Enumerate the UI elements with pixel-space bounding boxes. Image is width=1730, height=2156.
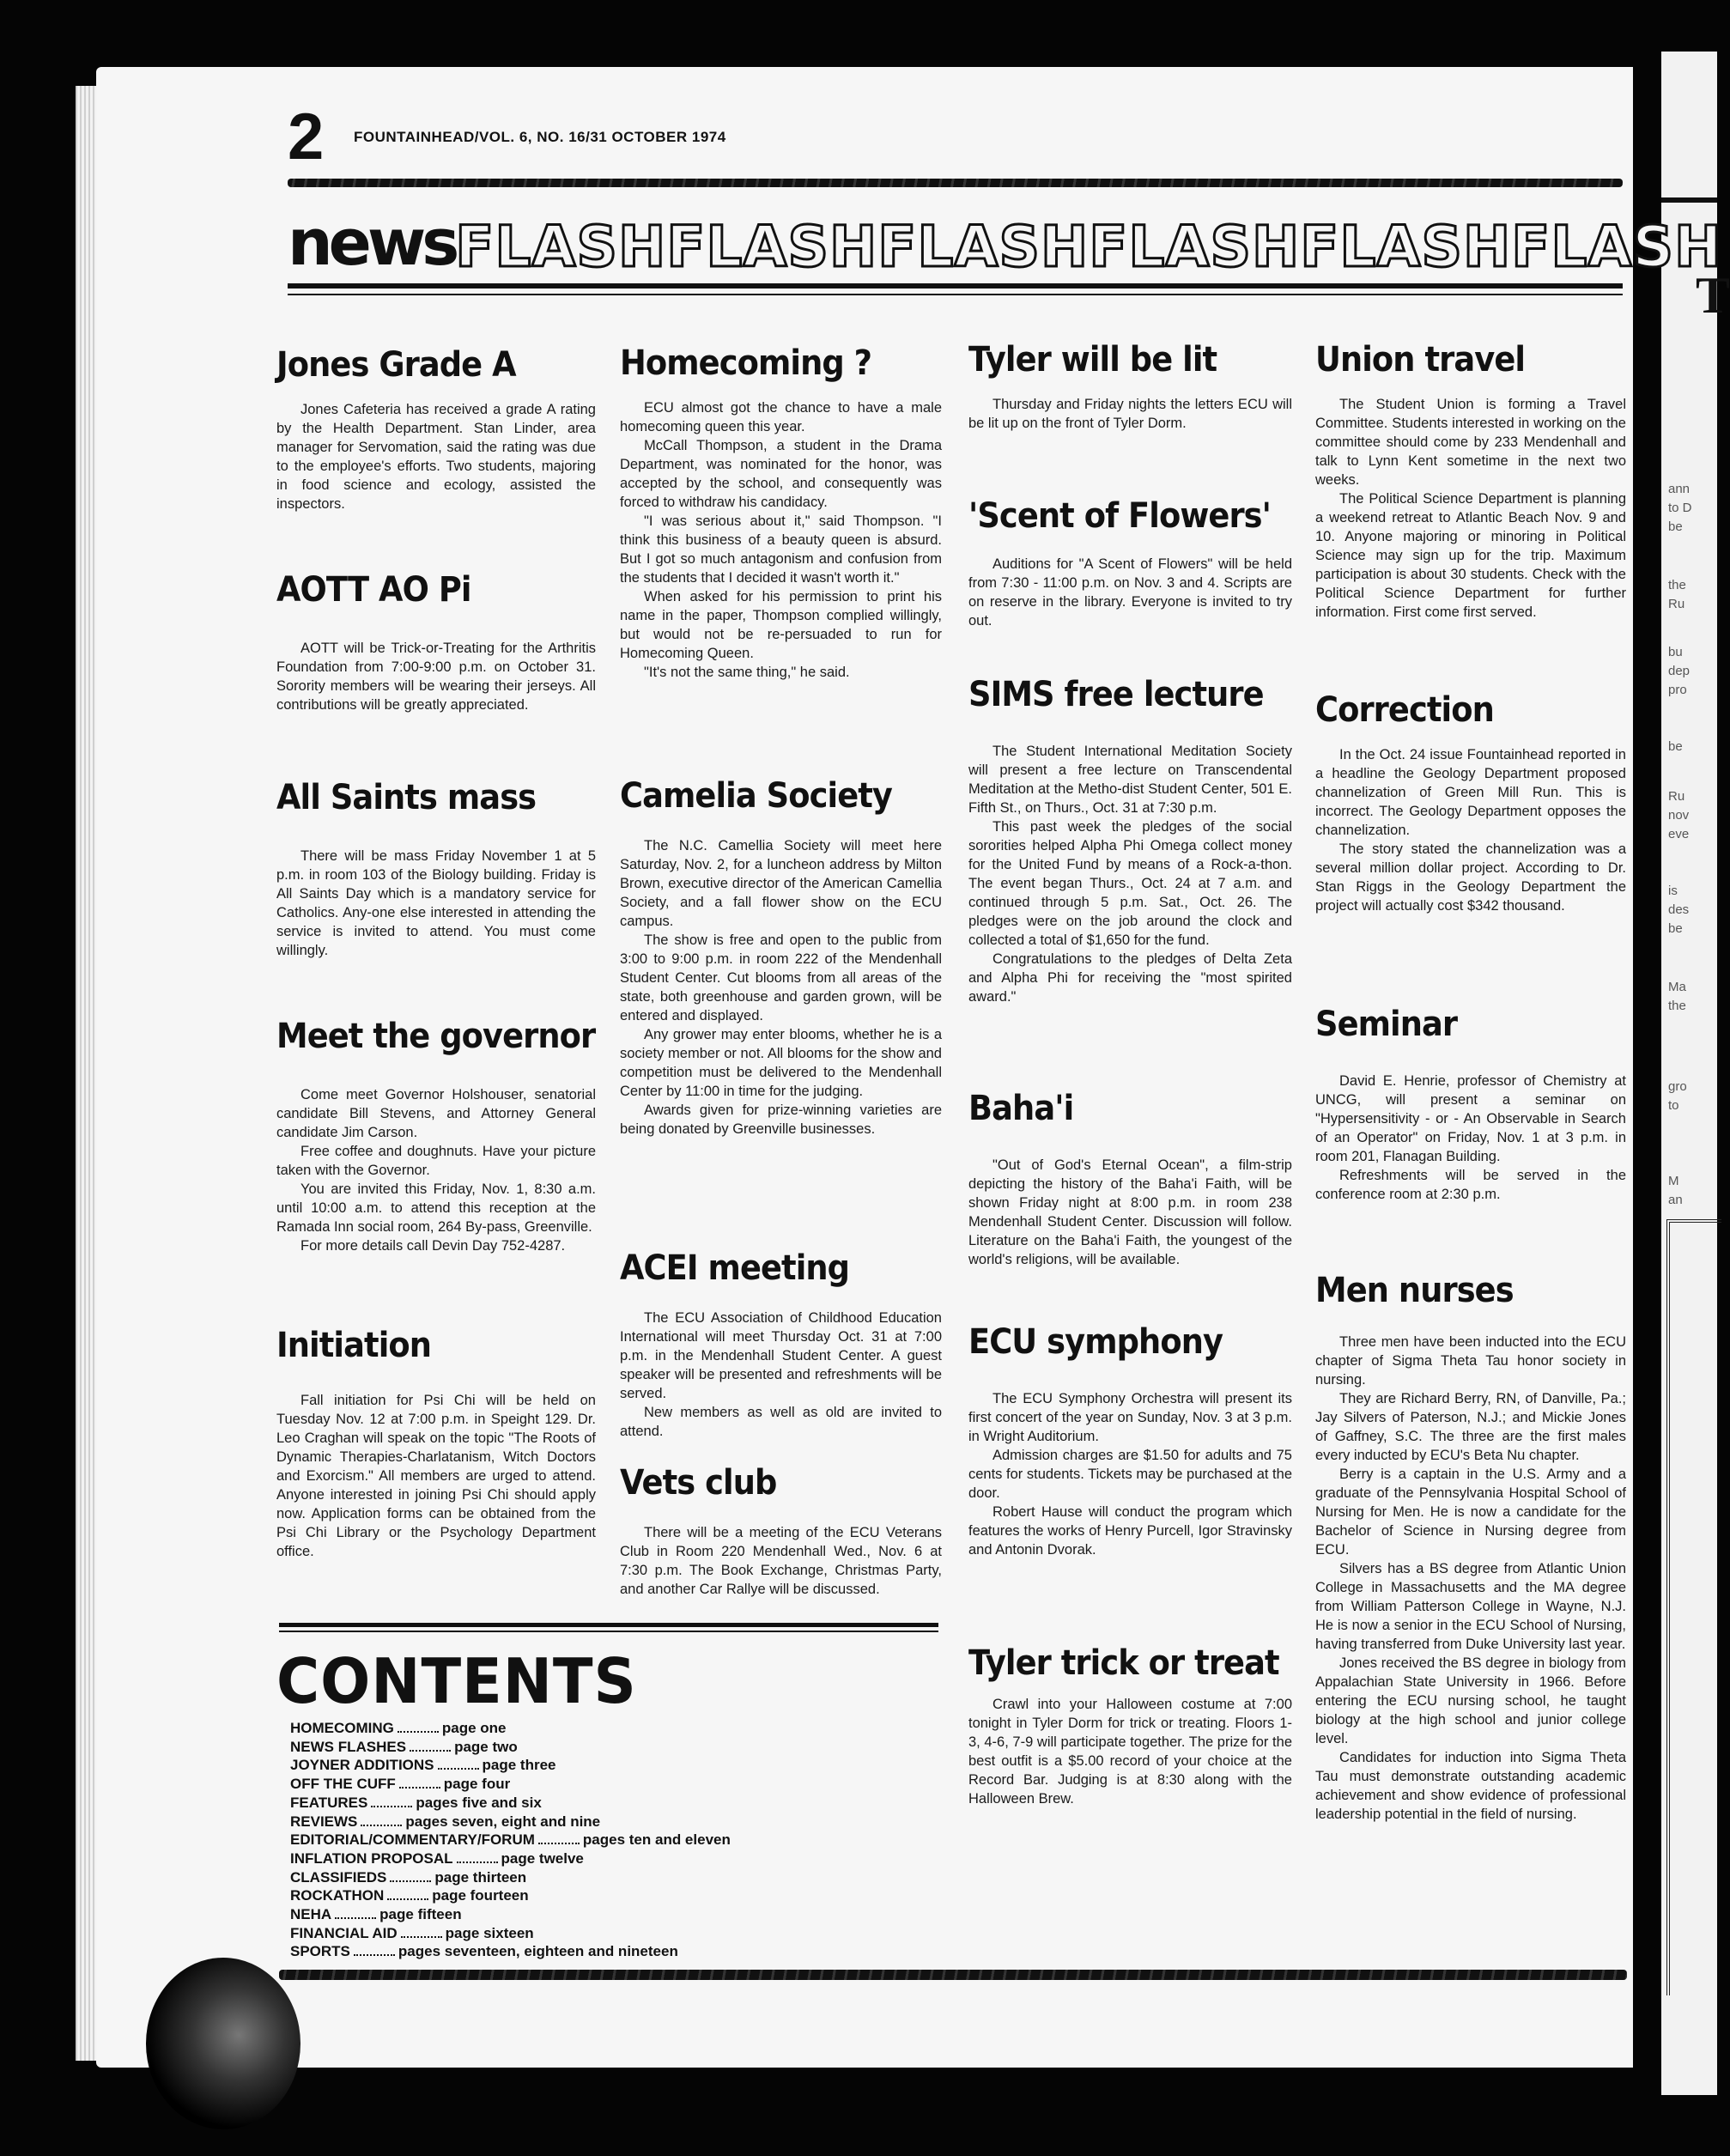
contents-item: FINANCIAL AID page sixteen (290, 1924, 534, 1941)
headline: Jones Grade A (276, 345, 516, 385)
article-paragraph: Jones Cafeteria has received a grade A rating by the Health Department. Stan Linder, area manager for Servomation, said the rating was due to the employee's efforts. Two students, majoring in food science and ecology, assisted the inspectors. (276, 402, 596, 512)
article-paragraph: Free coffee and doughnuts. Have your picture taken with the Governor. (276, 1144, 596, 1178)
adjacent-fragment: bu (1668, 645, 1683, 659)
article-paragraph: In the Oct. 24 issue Fountainhead reported in a headline the Geology Department proposed channelization of Green Mill Run. This is incorrect. The Geology Department opposes the channelization. (1315, 747, 1626, 838)
contents-item: JOYNER ADDITIONS page three (290, 1757, 556, 1774)
headline: AOTT AO Pi (276, 570, 471, 610)
article-acei-meeting (620, 1248, 942, 1441)
banner-flash-word: FLASHFLASHFLASHFLASHFLASHFLASH (455, 214, 1723, 280)
article-paragraph: The Student International Meditation Society will present a free lecture on Transcendental Meditation at the Metho-dist Student Center, 501 E. Fifth St., on Thurs., Oct. 31 at 7:30 p.m. (968, 744, 1292, 816)
bottom-wavy-rule (279, 1970, 1627, 1980)
headline: Baha'i (968, 1089, 1074, 1128)
contents-item: NEWS FLASHES page two (290, 1738, 518, 1755)
contents-list (290, 1719, 946, 1961)
article-paragraph: The Student Union is forming a Travel Committee. Students interested in working on the committee should come by 233 Mendenhall and talk to Lynn Kent sometime in the next two weeks. (1315, 397, 1626, 488)
adjacent-fragment: Ma (1668, 980, 1686, 994)
article-vets-club (620, 1463, 942, 1599)
contents-item: INFLATION PROPOSAL page twelve (290, 1849, 584, 1867)
article-meet-the-governor (276, 1017, 596, 1255)
article-initiation (276, 1326, 596, 1561)
headline: Homecoming ? (620, 343, 872, 383)
article-paragraph: New members as well as old are invited to attend. (620, 1405, 942, 1439)
scanner-thumb-shadow (146, 1958, 300, 2129)
adjacent-fragment: nov (1668, 808, 1690, 823)
contents-item: NEHA page fifteen (290, 1906, 462, 1923)
contents-item: HOMECOMING page one (290, 1720, 507, 1736)
adjacent-fragment: pro (1668, 683, 1687, 697)
article-paragraph: Candidates for induction into Sigma Theta Tau must demonstrate outstanding academic achievement and show evidence of professional leadership potential in the field of nursing. (1315, 1750, 1626, 1822)
article-paragraph: "It's not the same thing," he said. (644, 665, 850, 680)
article-sims-free-lecture (968, 675, 1292, 1006)
article-paragraph: Jones received the BS degree in biology from Appalachian State University in 1966. Before entering the ECU nursing school, he taught biology at the high school and junior college level. (1315, 1655, 1626, 1746)
contents-box (276, 1645, 946, 1961)
headline: Men nurses (1315, 1271, 1514, 1310)
contents-rule-thin (279, 1631, 938, 1632)
article-all-saints-mass (276, 778, 596, 960)
headline: Union travel (1315, 340, 1526, 380)
article-paragraph: AOTT will be Trick-or-Treating for the Arthritis Foundation from 7:00-9:00 p.m. on October 31. Sorority members will be wearing their jerseys. All contributions will be greatly appreciated. (276, 641, 596, 713)
contents-item: OFF THE CUFF page four (290, 1776, 511, 1793)
top-wavy-rule (288, 179, 1623, 187)
article-union-travel (1315, 340, 1626, 622)
article-bahai (968, 1089, 1292, 1269)
adjacent-fragment: to (1668, 1098, 1679, 1113)
article-paragraph: Admission charges are $1.50 for adults and 75 cents for students. Tickets may be purchased at the door. (968, 1448, 1292, 1501)
article-paragraph: They are Richard Berry, RN, of Danville, Pa.; Jay Silvers of Paterson, N.J.; and Mickie Jones of Gaffney, S.C. The three are the first males every inducted by ECU's Beta Nu chapter. (1315, 1391, 1626, 1463)
article-paragraph: "Out of God's Eternal Ocean", a film-strip depicting the history of the Baha'i Faith, will be shown Friday night at 8:00 p.m. in room 238 Mendenhall Student Center. Discussion will follow. Literature on the Baha'i Faith, the youngest of the world's religions, will be available. (968, 1157, 1292, 1267)
headline: ACEI meeting (620, 1248, 850, 1288)
adjacent-page-headline-letter: T (1696, 267, 1730, 324)
article-paragraph: Congratulations to the pledges of Delta Zeta and Alpha Phi for receiving the "most spirited award." (968, 951, 1292, 1005)
article-paragraph: Refreshments will be served in the conference room at 2:30 p.m. (1315, 1168, 1626, 1202)
article-paragraph: Any grower may enter blooms, whether he is a society member or not. All blooms for the show and competition must be delivered to the Mendenhall Center by 11:00 in time for the judging. (620, 1027, 942, 1099)
article-paragraph: When asked for his permission to print his name in the paper, Thompson complied willingly, but would not be re-persuaded to run for Homecoming Queen. (620, 589, 942, 661)
headline: Vets club (620, 1463, 777, 1503)
article-paragraph: Auditions for "A Scent of Flowers" will be held from 7:30 - 11:00 p.m. on Nov. 3 and 4. Scripts are on reserve in the library. Everyone is invited to try out. (968, 556, 1292, 629)
adjacent-fragment: an (1668, 1193, 1683, 1207)
adjacent-fragment: Ru (1668, 597, 1685, 611)
article-paragraph: The show is free and open to the public from 3:00 to 9:00 p.m. in room 222 of the Mendenhall Student Center. Cut blooms from all areas of the state, both greenhouse and garden grown, will be entered and displayed. (620, 932, 942, 1023)
article-scent-of-flowers (968, 496, 1292, 630)
article-paragraph: Awards given for prize-winning varieties are being donated by Greenville businesses. (620, 1102, 942, 1137)
headline: Camelia Society (620, 776, 892, 816)
headline: Tyler trick or treat (968, 1643, 1279, 1683)
article-paragraph: David E. Henrie, professor of Chemistry at UNCG, will present a seminar on "Hypersensitivity - or - An Observable in Search of an Operator" on Friday, Nov. 1 at 3 p.m. in room 201, Flanagan Building. (1315, 1073, 1626, 1164)
article-paragraph: The N.C. Camellia Society will meet here Saturday, Nov. 2, for a luncheon address by Milton Brown, executive director of the American Camellia Society, and a fall flower show on the ECU campus. (620, 838, 942, 929)
article-paragraph: There will be mass Friday November 1 at 5 p.m. in room 103 of the Biology building. Friday is All Saints Day which is a mandatory service for Catholics. Any-one else interested in attending the service is invited to attend. You must come willingly. (276, 848, 596, 958)
adjacent-fragment: be (1668, 739, 1683, 754)
adjacent-fragment: be (1668, 519, 1683, 534)
headline: Correction (1315, 690, 1494, 730)
article-seminar (1315, 1005, 1626, 1204)
article-homecoming (620, 343, 942, 682)
headline: Initiation (276, 1326, 432, 1365)
article-paragraph: The ECU Association of Childhood Education International will meet Thursday Oct. 31 at 7:00 p.m. in the Mendenhall Student Center. A guest speaker will be presented and refreshments will be served. (620, 1310, 942, 1401)
banner-rule-thin (288, 294, 1623, 295)
adjacent-fragment: ann (1668, 482, 1691, 496)
article-paragraph: Crawl into your Halloween costume at 7:00 tonight in Tyler Dorm for trick or treating. Floors 1-3, 4-6, 7-9 will participate together. The prize for the best outfit is a $5.00 record of your choice at the Record Bar. Judging is at 8:30 along with the Halloween Brew. (968, 1697, 1292, 1807)
article-paragraph: For more details call Devin Day 752-4287. (300, 1238, 566, 1254)
news-flash-banner (288, 206, 1723, 280)
article-paragraph: The Political Science Department is planning a weekend retreat to Atlantic Beach Nov. 9 and 10. Anyone majoring or minoring in Political Science may sign up for the trip. Maximum participation is about 30 students. Check with the Political Science Department for further information. First come first served. (1315, 491, 1626, 620)
article-paragraph: Berry is a captain in the U.S. Army and a graduate of the Pennsylvania Hospital School of Nursing for Men. He is now a candidate for the Bachelor of Science in Nursing degree from ECU. (1315, 1467, 1626, 1558)
contents-title: CONTENTS (276, 1645, 637, 1717)
article-paragraph: The ECU Symphony Orchestra will present its first concert of the year on Sunday, Nov. 3 at 3 p.m. in Wright Auditorium. (968, 1391, 1292, 1444)
headline: Tyler will be lit (968, 340, 1217, 380)
article-paragraph: ECU almost got the chance to have a male homecoming queen this year. (620, 400, 942, 434)
article-jones-grade-a (276, 345, 596, 513)
article-aott (276, 570, 596, 714)
adjacent-fragment: the (1668, 578, 1686, 592)
article-paragraph: Thursday and Friday nights the letters ECU will be lit up on the front of Tyler Dorm. (968, 397, 1292, 431)
article-paragraph: "I was serious about it," said Thompson. "I think this business of a beauty queen is absurd. But I got so much antagonism and confusion from the students that I decided it wasn't worth it." (620, 513, 942, 586)
adjacent-fragment: gro (1668, 1079, 1687, 1094)
adjacent-fragment: dep (1668, 664, 1691, 678)
adjacent-fragment: is (1668, 884, 1678, 898)
article-tyler-trick-or-treat (968, 1643, 1292, 1808)
article-paragraph: McCall Thompson, a student in the Drama Department, was nominated for the honor, was accepted by the school, and consequently was forced to withdraw his candidacy. (620, 438, 942, 510)
article-paragraph: The story stated the channelization was a several million dollar project. According to Dr. Stan Riggs in the Geology Department the project will actually cost $342 thousand. (1315, 841, 1626, 914)
adjacent-fragment: eve (1668, 827, 1690, 841)
article-correction (1315, 690, 1626, 915)
headline: 'Scent of Flowers' (968, 496, 1272, 536)
article-paragraph: Come meet Governor Holshouser, senatorial candidate Bill Stevens, and Attorney General candidate Jim Carson. (276, 1087, 596, 1140)
contents-rule-thick (279, 1623, 938, 1627)
banner-rule-thick (288, 283, 1623, 288)
article-tyler-will-be-lit (968, 340, 1292, 433)
headline: Seminar (1315, 1005, 1458, 1044)
article-paragraph: You are invited this Friday, Nov. 1, 8:30 a.m. until 10:00 a.m. to attend this reception at the Ramada Inn social room, 264 By-pass, Greenville. (276, 1181, 596, 1235)
contents-item: REVIEWS pages seven, eight and nine (290, 1813, 601, 1830)
article-men-nurses (1315, 1271, 1626, 1824)
headline: ECU symphony (968, 1322, 1223, 1362)
article-ecu-symphony (968, 1322, 1292, 1559)
headline: Meet the governor (276, 1017, 596, 1056)
headline: SIMS free lecture (968, 675, 1264, 714)
article-paragraph: Silvers has a BS degree from Atlantic Union College in Massachusetts and the MA degree from William Patterson College in Wayne, N.J. He is now a senior in the ECU School of Nursing, having transferred from Duke University last year. (1315, 1561, 1626, 1652)
adjacent-fragment: the (1668, 999, 1686, 1013)
article-paragraph: Robert Hause will conduct the program which features the works of Henry Purcell, Igor Stravinsky and Antonin Dvorak. (968, 1504, 1292, 1558)
article-paragraph: Three men have been inducted into the ECU chapter of Sigma Theta Tau honor society in nursing. (1315, 1334, 1626, 1388)
masthead-issue-line: FOUNTAINHEAD/VOL. 6, NO. 16/31 OCTOBER 1974 (354, 129, 726, 145)
adjacent-fragment: be (1668, 921, 1683, 936)
adjacent-fragment: des (1668, 902, 1690, 917)
contents-item: CLASSIFIEDS page thirteen (290, 1868, 527, 1886)
contents-item: FEATURES pages five and six (290, 1794, 542, 1811)
adjacent-fragment: to D (1668, 501, 1692, 515)
adjacent-page (1661, 52, 1730, 2095)
contents-item: EDITORIAL/COMMENTARY/FORUM pages ten and eleven (290, 1831, 731, 1849)
article-paragraph: Fall initiation for Psi Chi will be held on Tuesday Nov. 12 at 7:00 p.m. in Speight 129. Dr. Leo Craghan will speak on the topic "The Roots of Dynamic Therapies-Charlatanism, Witch Doctors and Exorcism." All members are urged to attend. Anyone interested in joining Psi Chi should apply now. Application forms can be obtained from the Psi Chi Library or the Psychology Department office. (276, 1393, 596, 1559)
contents-item: SPORTS pages seventeen, eighteen and nineteen (290, 1943, 678, 1960)
article-camelia-society (620, 776, 942, 1139)
banner-news-word: news (288, 206, 456, 280)
page-number: 2 (288, 100, 325, 173)
adjacent-fragment: M (1668, 1174, 1679, 1188)
contents-item: ROCKATHON page fourteen (290, 1887, 529, 1904)
article-paragraph: This past week the pledges of the social sororities helped Alpha Phi Omega collect money for the United Fund by means of a Rock-a-thon. The event began Thurs., Oct. 24 at 7 a.m. and continued through 5 p.m. Sat., Oct. 26. The pledges were on the job around the clock and collected a total of $1,650 for the fund. (968, 819, 1292, 948)
adjacent-fragment: Ru (1668, 789, 1685, 804)
article-paragraph: There will be a meeting of the ECU Veterans Club in Room 220 Mendenhall Wed., Nov. 6 at 7:30 p.m. The Book Exchange, Christmas Party, and another Car Rallye will be discussed. (620, 1525, 942, 1597)
headline: All Saints mass (276, 778, 537, 817)
